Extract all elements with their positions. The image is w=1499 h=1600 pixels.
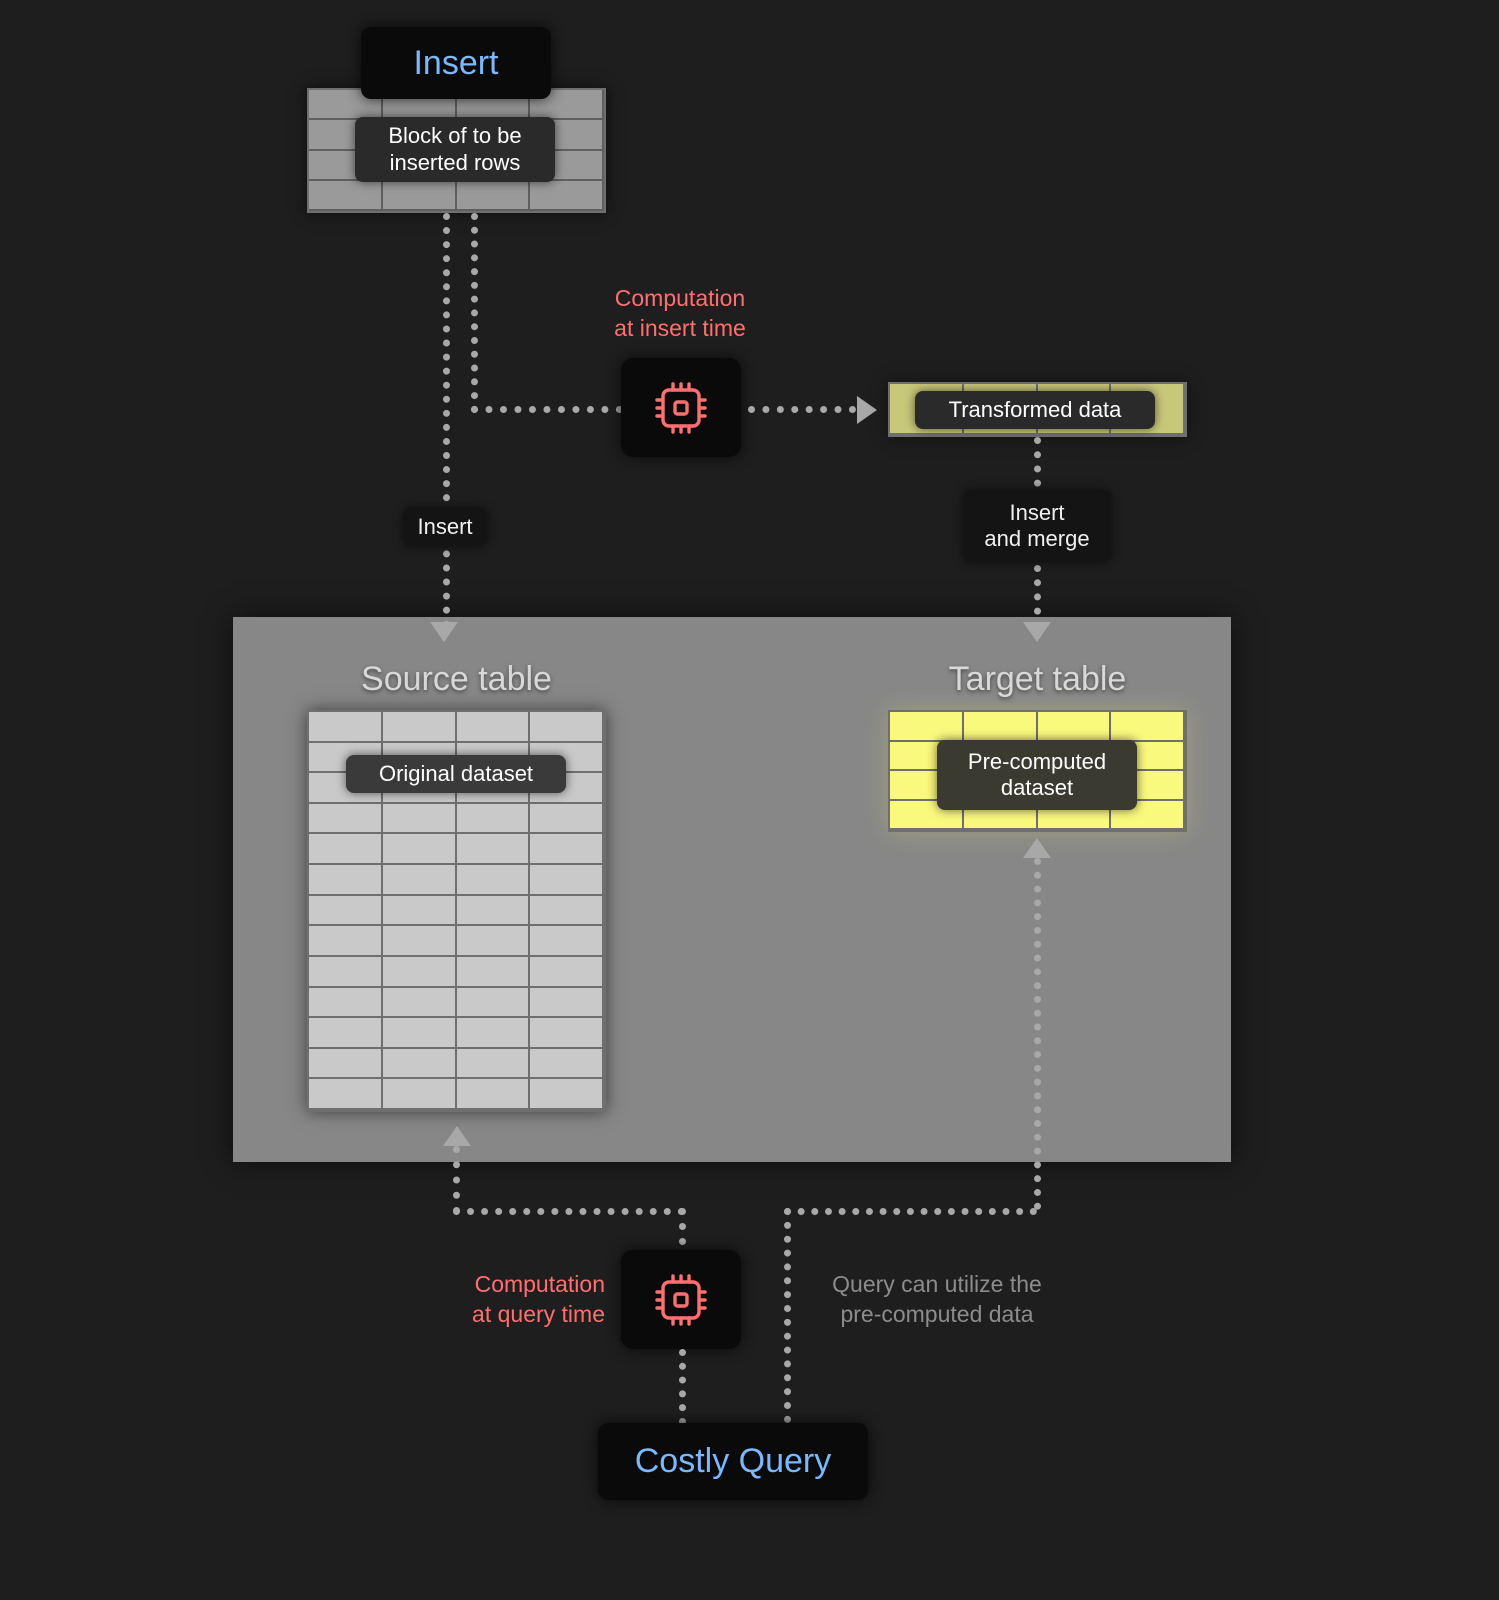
connector-query-source-vertical xyxy=(453,1146,460,1214)
cpu-chip-query-box xyxy=(621,1250,741,1349)
table-cell xyxy=(309,865,383,896)
costly-query-box[interactable] xyxy=(598,1423,868,1500)
connector-query-source-horizontal xyxy=(453,1208,685,1215)
connector-cpu-to-costly-query xyxy=(679,1349,686,1425)
table-cell xyxy=(530,1018,604,1049)
table-cell xyxy=(383,896,457,927)
connector-to-cpu-horizontal xyxy=(471,406,623,413)
computation-query-time-label xyxy=(425,1270,605,1330)
connector-query-target-arrowhead xyxy=(1023,838,1051,858)
target-table-title: Target table xyxy=(948,660,1127,698)
insert-edge-label xyxy=(403,508,487,546)
table-cell xyxy=(530,804,604,835)
connector-cpu-to-transformed xyxy=(748,406,856,413)
table-cell xyxy=(309,712,383,743)
connector-query-target-vertical xyxy=(1034,858,1041,1210)
insert-and-merge-line2: and merge xyxy=(984,526,1090,551)
insert-edge-label-text: Insert xyxy=(417,513,473,539)
table-cell xyxy=(309,988,383,1019)
table-cell xyxy=(457,865,531,896)
table-cell xyxy=(309,804,383,835)
table-cell xyxy=(530,865,604,896)
computation-insert-time-label xyxy=(580,284,780,344)
table-cell xyxy=(383,988,457,1019)
table-cell xyxy=(309,896,383,927)
block-rows-label xyxy=(355,117,555,182)
insert-action-label: Insert xyxy=(413,43,499,82)
costly-query-label: Costly Query xyxy=(634,1442,832,1480)
computation-insert-line2: at insert time xyxy=(614,314,746,341)
table-cell xyxy=(383,957,457,988)
connector-transformed-arrowhead xyxy=(857,396,877,424)
table-cell xyxy=(383,181,457,211)
block-rows-label-line2: inserted rows xyxy=(389,149,521,175)
query-utilize-line2: pre-computed data xyxy=(840,1300,1034,1327)
cpu-chip-insert-box xyxy=(621,358,741,457)
computation-query-line1: Computation xyxy=(474,1271,605,1297)
table-cell xyxy=(383,1079,457,1110)
cpu-chip-icon xyxy=(649,1268,713,1332)
table-cell xyxy=(530,988,604,1019)
table-cell xyxy=(457,926,531,957)
table-cell xyxy=(964,712,1038,742)
computation-insert-line1: Computation xyxy=(614,285,746,311)
transformed-data-label-text: Transformed data xyxy=(948,396,1122,422)
cpu-chip-icon xyxy=(649,376,713,440)
table-cell xyxy=(457,1018,531,1049)
precomputed-dataset-label xyxy=(937,740,1137,810)
table-cell xyxy=(309,834,383,865)
table-cell xyxy=(1111,712,1185,742)
insert-action-box[interactable] xyxy=(361,27,551,99)
table-cell xyxy=(530,957,604,988)
original-dataset-label xyxy=(346,755,566,793)
precomputed-dataset-line1: Pre-computed xyxy=(967,748,1107,774)
table-cell xyxy=(890,712,964,742)
connector-insert-vertical xyxy=(443,213,450,628)
table-cell xyxy=(457,804,531,835)
original-dataset-label-text: Original dataset xyxy=(378,760,534,786)
table-cell xyxy=(530,896,604,927)
computation-query-line2: at query time xyxy=(472,1300,605,1327)
table-cell xyxy=(457,1049,531,1080)
precomputed-dataset-line2: dataset xyxy=(1000,775,1074,800)
table-cell xyxy=(309,957,383,988)
table-cell xyxy=(383,804,457,835)
table-cell xyxy=(309,1049,383,1080)
connector-target-to-query xyxy=(784,1208,791,1423)
table-cell xyxy=(457,1079,531,1110)
table-cell xyxy=(309,1018,383,1049)
table-cell xyxy=(383,926,457,957)
table-cell xyxy=(457,957,531,988)
block-rows-label-line1: Block of to be xyxy=(388,123,522,149)
table-cell xyxy=(457,834,531,865)
transformed-data-label xyxy=(915,391,1155,429)
connector-target-arrowhead xyxy=(1023,622,1051,642)
table-cell xyxy=(530,181,604,211)
table-cell xyxy=(383,1018,457,1049)
table-cell xyxy=(383,834,457,865)
table-cell xyxy=(309,926,383,957)
table-cell xyxy=(457,181,531,211)
connector-query-target-horizontal xyxy=(784,1208,1037,1215)
table-cell xyxy=(530,1049,604,1080)
table-cell xyxy=(530,712,604,743)
table-cell xyxy=(530,926,604,957)
table-cell xyxy=(383,1049,457,1080)
table-cell xyxy=(457,988,531,1019)
table-cell xyxy=(383,865,457,896)
table-cell xyxy=(457,896,531,927)
insert-and-merge-label xyxy=(963,490,1111,562)
source-table-title: Source table xyxy=(361,660,552,698)
table-cell xyxy=(530,1079,604,1110)
table-cell xyxy=(309,181,383,211)
table-cell xyxy=(383,712,457,743)
connector-insert-arrowhead xyxy=(430,622,458,642)
table-cell xyxy=(530,834,604,865)
table-cell xyxy=(1038,712,1112,742)
connector-to-cpu-vertical xyxy=(471,213,478,413)
query-utilize-line1: Query can utilize the xyxy=(832,1271,1042,1297)
query-utilize-note xyxy=(812,1270,1062,1330)
table-cell xyxy=(309,1079,383,1110)
connector-query-source-arrowhead xyxy=(443,1126,471,1146)
insert-and-merge-line1: Insert xyxy=(1009,499,1065,525)
table-cell xyxy=(457,712,531,743)
